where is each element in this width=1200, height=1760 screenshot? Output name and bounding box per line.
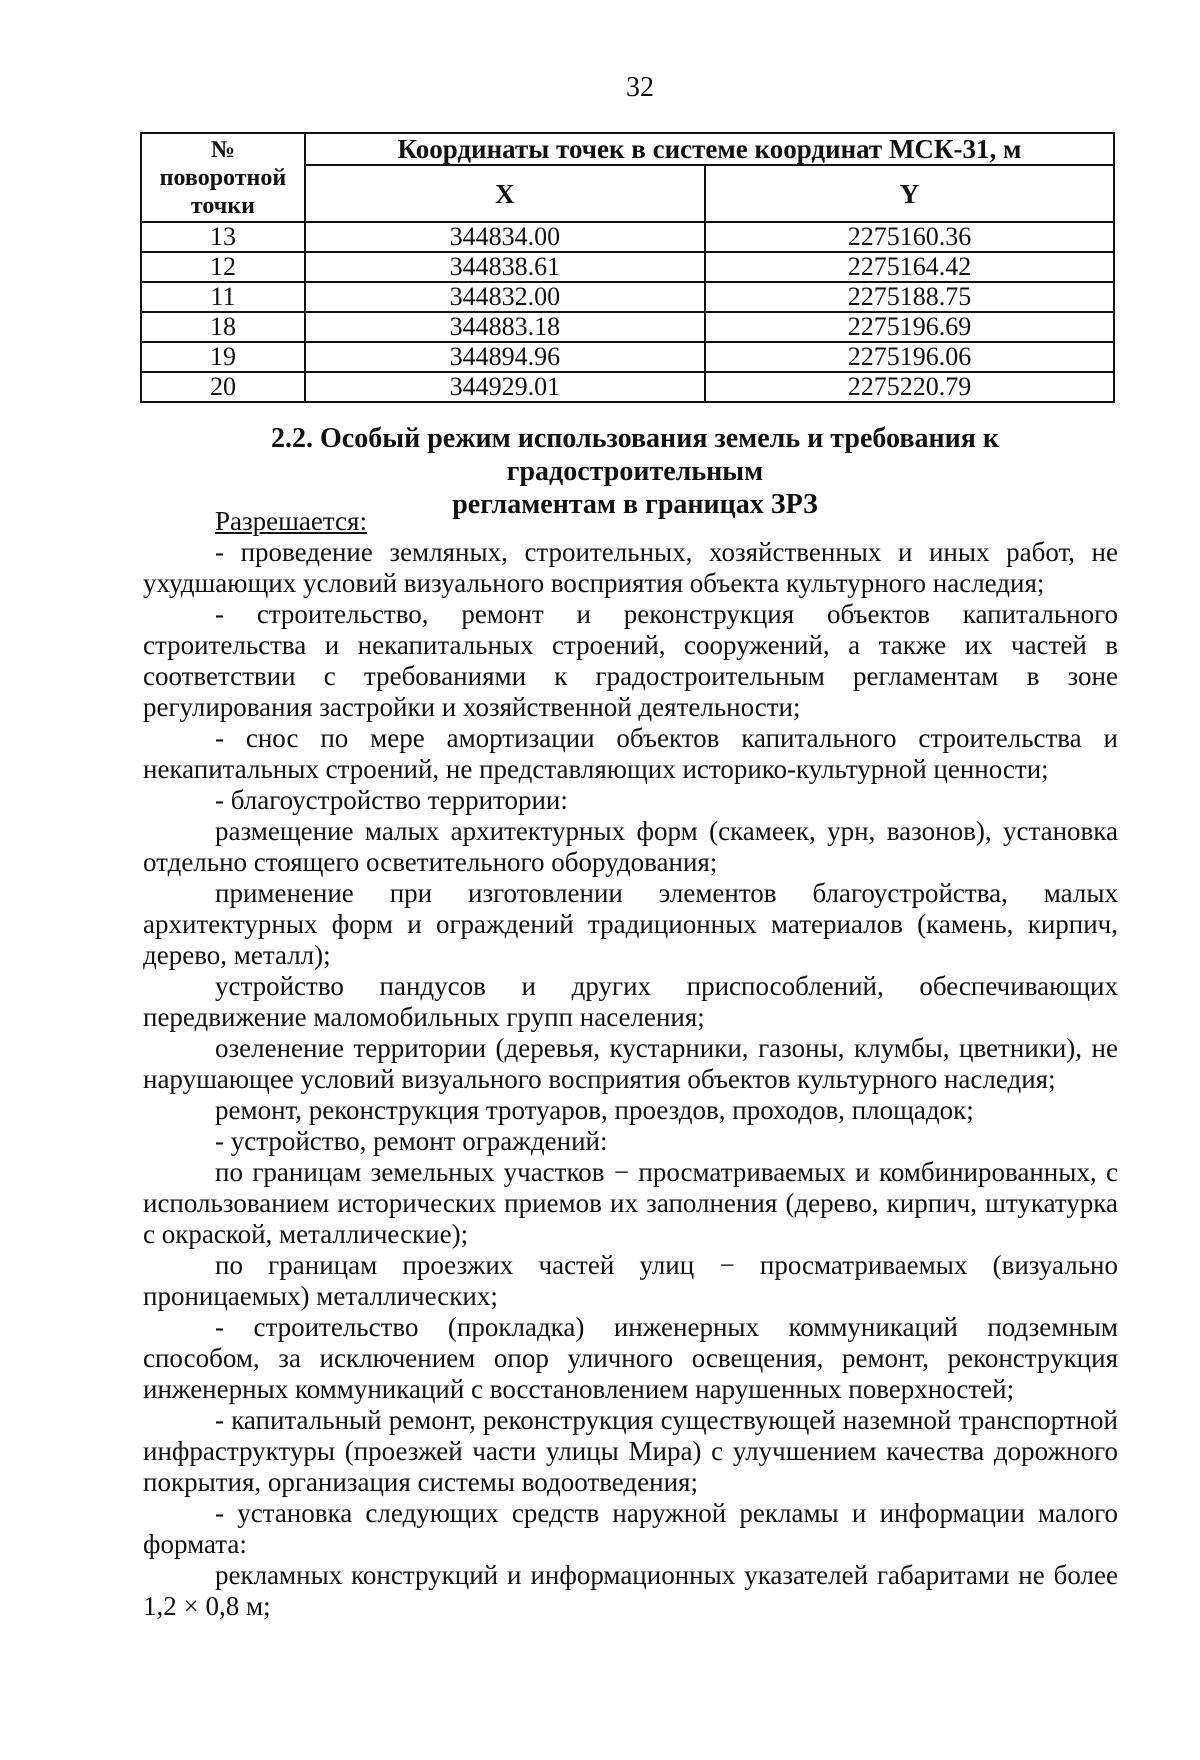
- cell-y: 2275164.42: [705, 252, 1114, 282]
- paragraph: - строительство, ремонт и реконструкция объектов капитального строительства и некапитальных строений, сооружений, а также их частей в соответствии с требованиями к градостроительным регламентам в зоне регулирования застройки и хозяйственной деятельности;: [143, 599, 1118, 722]
- section-title-line-1: 2.2. Особый режим использования земель и требования к градостроительным: [271, 423, 999, 487]
- paragraph: - капитальный ремонт, реконструкция существующей наземной транспортной инфраструктуры (проезжей части улицы Мира) с улучшением качества дорожного покрытия, организация системы водоотведения;: [143, 1405, 1118, 1497]
- paragraph: по границам проезжих частей улиц − просматриваемых (визуально проницаемых) металлических;: [143, 1250, 1118, 1311]
- cell-y: 2275196.69: [705, 312, 1114, 342]
- cell-x: 344834.00: [305, 222, 705, 252]
- body-text: [143, 506, 1118, 1622]
- cell-x: 344929.01: [305, 372, 705, 402]
- paragraph: рекламных конструкций и информационных указателей габаритами не более 1,2 × 0,8 м;: [143, 1560, 1118, 1621]
- paragraph: - проведение земляных, строительных, хозяйственных и иных работ, не ухудшающих условий визуального восприятия объекта культурного наследия;: [143, 537, 1118, 598]
- paragraph: - установка следующих средств наружной рекламы и информации малого формата:: [143, 1498, 1118, 1559]
- section-title-line-2: регламентам в границах ЗРЗ: [452, 489, 818, 520]
- header-x: X: [305, 165, 705, 222]
- cell-num: 11: [141, 282, 305, 312]
- paragraph: размещение малых архитектурных форм (скамеек, урн, вазонов), установка отдельно стоящего осветительного оборудования;: [143, 816, 1118, 877]
- allowed-label: Разрешается:: [215, 506, 367, 536]
- coordinates-table: [140, 132, 1115, 403]
- cell-num: 12: [141, 252, 305, 282]
- paragraph: озеленение территории (деревья, кустарники, газоны, клумбы, цветники), не нарушающее условий визуального восприятия объектов культурного наследия;: [143, 1033, 1118, 1094]
- paragraph: - снос по мере амортизации объектов капитального строительства и некапитальных строений, не представляющих историко-культурной ценности;: [143, 723, 1118, 784]
- paragraph: ремонт, реконструкция тротуаров, проездов, проходов, площадок;: [215, 1095, 974, 1125]
- cell-x: 344832.00: [305, 282, 705, 312]
- paragraph: - благоустройство территории:: [215, 785, 568, 815]
- table-row: [141, 222, 1114, 252]
- cell-num: 20: [141, 372, 305, 402]
- cell-x: 344894.96: [305, 342, 705, 372]
- cell-num: 19: [141, 342, 305, 372]
- paragraph: по границам земельных участков − просматриваемых и комбинированных, с использованием исторических приемов их заполнения (дерево, кирпич, штукатурка с окраской, металлические);: [143, 1157, 1118, 1249]
- header-coordinates: Координаты точек в системе координат МСК-31, м: [305, 133, 1114, 165]
- cell-num: 13: [141, 222, 305, 252]
- cell-y: 2275220.79: [705, 372, 1114, 402]
- header-num-line-3: точки: [190, 192, 255, 219]
- header-y: Y: [705, 165, 1114, 222]
- paragraph-allowed-heading: [143, 506, 1118, 537]
- header-point-number: [141, 133, 305, 222]
- cell-y: 2275196.06: [705, 342, 1114, 372]
- table-row: [141, 372, 1114, 402]
- header-num-line-2: поворотной: [159, 164, 287, 191]
- cell-num: 18: [141, 312, 305, 342]
- cell-x: 344883.18: [305, 312, 705, 342]
- paragraph: устройство пандусов и других приспособлений, обеспечивающих передвижение маломобильных групп населения;: [143, 971, 1118, 1032]
- cell-x: 344838.61: [305, 252, 705, 282]
- page-number: 32: [626, 72, 654, 103]
- table-row: [141, 312, 1114, 342]
- paragraph: - устройство, ремонт ограждений:: [215, 1126, 608, 1156]
- header-num-line-1: №: [210, 136, 235, 163]
- paragraph: применение при изготовлении элементов благоустройства, малых архитектурных форм и ограждений традиционных материалов (камень, кирпич, дерево, металл);: [143, 878, 1118, 970]
- paragraph: - строительство (прокладка) инженерных коммуникаций подземным способом, за исключением опор уличного освещения, ремонт, реконструкция инженерных коммуникаций с восстановлением нарушенных поверхностей;: [143, 1312, 1118, 1404]
- table-row: [141, 342, 1114, 372]
- table-row: [141, 282, 1114, 312]
- cell-y: 2275188.75: [705, 282, 1114, 312]
- table-row: [141, 252, 1114, 282]
- cell-y: 2275160.36: [705, 222, 1114, 252]
